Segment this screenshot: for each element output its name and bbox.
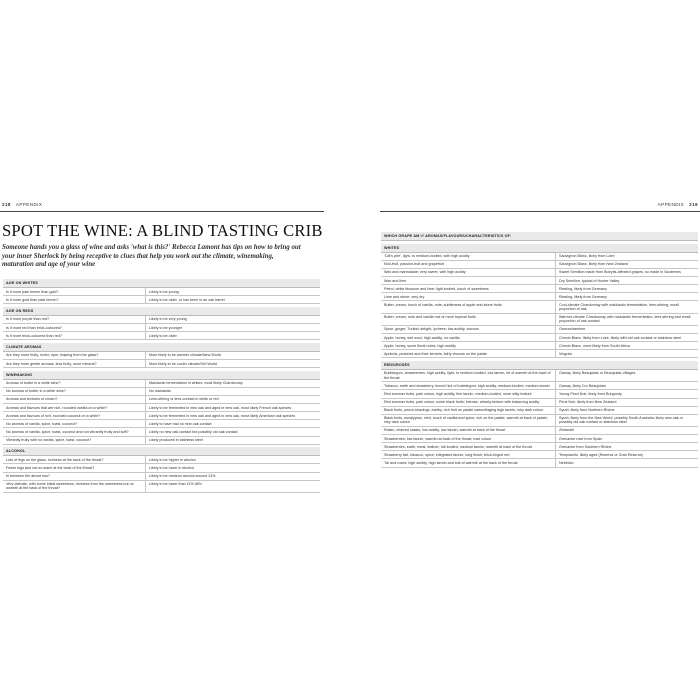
- answer-cell: Malolactic fermentation in whites, most likely Chardonnay: [149, 381, 243, 386]
- question-cell: Red summer fruits; pale colour, some black fruits; intense, velvety texture with balancing acidity: [381, 399, 556, 406]
- question-cell: Kiwi-fruit, passion-fruit and grapefruit: [381, 261, 556, 268]
- answer-cell: Chenin Blanc, likely from Loire, likely with old oak contact or stainless steel: [559, 335, 681, 340]
- answer-cell: No malolactic: [149, 389, 172, 394]
- answer-cell: More likely to be warmer climate/New World: [149, 353, 221, 358]
- table-row: [3, 388, 320, 396]
- table-row: [381, 326, 698, 334]
- table-row: [3, 296, 320, 304]
- table-row: [3, 324, 320, 332]
- question-cell: Tar and roses; high acidity, high tannin and lots of warmth at the back of the throat: [381, 459, 556, 466]
- question-cell: Lots of legs on the glass, richness at the back of the throat?: [3, 456, 146, 463]
- table-row: [3, 428, 320, 436]
- question-cell: Vibrantly fruity with no vanilla, spice, toast, coconut?: [3, 437, 146, 444]
- question-cell: Are they more fruity, richer, riper, leaping from the glass?: [3, 352, 146, 359]
- table-row: [381, 451, 698, 459]
- left-page-number: 218: [2, 202, 11, 207]
- table-row: [3, 352, 320, 360]
- question-cell: Fewer legs and not so warm at the back of the throat?: [3, 464, 146, 471]
- question-cell: Is it more pale lemon than gold?: [3, 288, 146, 295]
- answer-cell: Grenache from Southern Rhône: [559, 444, 612, 449]
- question-cell: Aromas and flavours that are rich, rounded vanilla on a white?: [3, 404, 146, 411]
- table-row: [381, 277, 698, 285]
- answer-cell: Gewurztraminer: [559, 327, 586, 332]
- question-cell: Strawberry tart, tobacco, spice; integrated tannin, long finish; brick-tinged red: [381, 451, 556, 458]
- answer-cell: Grenache rosé from Spain: [559, 436, 603, 441]
- question-cell: Wax and lime: [381, 277, 556, 284]
- answer-cell: Lees-stirring or lees-contact in white or red: [149, 397, 219, 402]
- question-cell: Are they more gentle aromas, less fruity, more mineral?: [3, 360, 146, 367]
- question-cell: Butter, cream, touch of vanilla, nuts; subtleness of apple and stone fruits: [381, 301, 556, 312]
- answer-cell: Likely to be young: [149, 289, 179, 294]
- question-cell: Petrol, white blossom and lime; light-bodied, touch of sweetness: [381, 285, 556, 292]
- answer-cell: Sauvignon Blanc, likely from Loire: [559, 254, 615, 259]
- answer-cell: Zinfandel: [559, 428, 575, 433]
- answer-cell: Tempranillo, likely aged (Reserva or Gran Reserva): [559, 452, 643, 457]
- right-running-header: [658, 202, 698, 207]
- answer-cell: Likely to be fermented in new oak and aged in new oak, most likely French oak species: [149, 405, 292, 410]
- answer-cell: Syrah, likely from the New World, possibly South Australia; likely new oak or possibly old oak contact or stainless steel: [559, 416, 683, 425]
- question-cell: No aromas of vanilla, spice, toast, coconut?: [3, 420, 146, 427]
- answer-cell: Gamay, likely Cru Beaujolais: [559, 383, 606, 388]
- answer-cell: More likely to be cooler climate/Old World: [149, 361, 217, 366]
- question-cell: 'Cat's pee', light- to medium-bodied, with high acidity: [381, 253, 556, 260]
- table-row: [3, 404, 320, 412]
- table-row: [381, 443, 698, 451]
- question-cell: Aromas and textures of cream?: [3, 396, 146, 403]
- answer-cell: Nebbiolo: [559, 460, 574, 465]
- table-row: [381, 342, 698, 350]
- answer-cell: Sweet Sémillon made from Botrytis-affected grapes, so made in Sauternes: [559, 270, 681, 275]
- question-cell: No aromas of vanilla, spice, toast, coconut and not vibrantly fruity and soft?: [3, 428, 146, 435]
- question-cell: Is it more brick-coloured than red?: [3, 332, 146, 339]
- answer-cell: Chenin Blanc, more likely from South Africa: [559, 343, 630, 348]
- grape-identification-table: [381, 232, 698, 468]
- question-cell: Spice, ginger, Turkish delight, lychees; low acidity, viscous: [381, 326, 556, 333]
- question-cell: Is it more purple than red?: [3, 316, 146, 323]
- question-cell: Black fruits, pencil-shavings, earthy; rich fruit on palate camouflaging high tannin; inky dark colour: [381, 407, 556, 414]
- table-row: [3, 437, 320, 445]
- question-cell: Aromas of butter in a white wine?: [3, 380, 146, 387]
- question-cell: Is it more red than brick-coloured?: [3, 324, 146, 331]
- table-row: [381, 390, 698, 398]
- right-page-number: 219: [689, 202, 698, 207]
- answer-cell: Likely no new oak contact but possibly old oak contact: [149, 429, 238, 434]
- table-row: [3, 481, 320, 493]
- question-cell: Raisin, charred cassis; low acidity, low tannin, warmth at back of the throat: [381, 427, 556, 434]
- right-header-rule: [380, 211, 700, 212]
- question-cell: Aromas and flavours of rich, rounded coconut on a white?: [3, 412, 146, 419]
- left-section-label: APPENDIX: [15, 202, 43, 207]
- table-row: [381, 435, 698, 443]
- table-row: [3, 360, 320, 368]
- page-title: SPOT THE WINE: A BLIND TASTING CRIB: [2, 221, 323, 240]
- blind-tasting-table: [3, 279, 320, 493]
- question-cell: Apricots, peaches and their kernels; fairly viscous on the palate: [381, 350, 556, 357]
- answer-cell: Likely to have had no new oak contact: [149, 421, 212, 426]
- section-heading: WINEMAKING: [3, 371, 320, 380]
- section-heading: ALCOHOL: [3, 447, 320, 456]
- question-cell: Red summer fruits; pale colour, high acidity, fine tannin, medium-bodied, more silky texture: [381, 390, 556, 397]
- table-row: [3, 473, 320, 481]
- section-heading: REDS/ROSÉS: [381, 361, 698, 370]
- answer-cell: Likely to be very young: [149, 317, 187, 322]
- right-section-label: APPENDIX: [657, 202, 685, 207]
- answer-cell: Likely to be older: [149, 333, 177, 338]
- table-row: [3, 332, 320, 340]
- question-cell: In between the above two?: [3, 473, 146, 480]
- answer-cell: Syrah, likely from Northern Rhône: [559, 408, 615, 413]
- answer-cell: Pinot Noir, likely from New Zealand: [559, 399, 617, 404]
- table-row: [381, 301, 698, 313]
- question-cell: Strawberries, earth, meat, leather; full-bodied, medium tannin, warmth at back of the throat: [381, 443, 556, 450]
- intro-paragraph: Someone hands you a glass of wine and asks 'what is this?' Rebecca Lamont has tips on how to bring out your inner Sherlock by being receptive to clues that help you work out the climate, winemaking, maturation and age of your wine: [2, 244, 301, 269]
- answer-cell: Riesling, likely from Germany: [559, 286, 607, 291]
- table-row: [381, 459, 698, 467]
- table-row: [3, 464, 320, 472]
- question-cell: Wax and marmalade; very sweet, with high acidity: [381, 269, 556, 276]
- question-cell: Lime and stone; very dry: [381, 293, 556, 300]
- question-cell: Very delicate, with some initial sweetness, richness from the sweetness but no warmth at the back of the throat?: [3, 481, 146, 492]
- answer-cell: Likely to be younger: [149, 325, 183, 330]
- table-row: [3, 380, 320, 388]
- table-row: [381, 407, 698, 415]
- section-heading: AGE ON REDS: [3, 307, 320, 316]
- answer-cell: Viognier: [559, 351, 573, 356]
- table-row: [3, 456, 320, 464]
- table-row: [381, 314, 698, 326]
- table-row: [381, 370, 698, 382]
- section-heading: AGE ON WHITES: [3, 279, 320, 288]
- table-row: [3, 420, 320, 428]
- answer-cell: Likely to be older, or has been in an oak barrel: [149, 297, 225, 302]
- answer-cell: Likely to be medium alcohol around 13%: [149, 473, 216, 478]
- question-cell: Tobacco, earth and strawberry, tinned hint of bubblegum; high acidity, medium-bodied, medium tannin: [381, 382, 556, 389]
- table-row: [381, 261, 698, 269]
- answer-cell: Riesling, likely from Germany: [559, 294, 607, 299]
- section-heading: WHITES: [381, 244, 698, 253]
- answer-cell: Cool-climate Chardonnay with malolactic fermentation, lees-stirring; small proportion of oak: [559, 302, 679, 312]
- answer-cell: Sauvignon Blanc, likely from New Zealand: [559, 262, 629, 267]
- table-row: [381, 269, 698, 277]
- table-row: [381, 399, 698, 407]
- question-cell: Apple, honey, some floral notes; high acidity: [381, 342, 556, 349]
- answer-cell: Young Pinot Noir, likely from Burgundy: [559, 391, 622, 396]
- question-cell: Black fruits, eucalyptus, mint, touch of vanilla and spice; rich on the palate, warmth at back of palate; inky dark colour: [381, 415, 556, 426]
- table-row: [3, 396, 320, 404]
- question-cell: Bubblegum, strawberries; high acidity, light- to medium-bodied, low tannin, bit of warmth at the back of the throat: [381, 370, 556, 381]
- answer-cell: Gamay, likely Beaujolais or Beaujolais-Villages: [559, 371, 636, 376]
- table-row: [381, 382, 698, 390]
- answer-cell: Likely to be fermented in new oak and aged in new oak, most likely American oak species: [149, 413, 296, 418]
- left-running-header: [2, 202, 42, 207]
- section-heading: CLIMATE AROMAS: [3, 343, 320, 352]
- answer-cell: Dry Sémillon, typical of Hunter Valley: [559, 278, 620, 283]
- left-header-rule: [0, 211, 324, 212]
- question-cell: No aromas of butter in a white wine?: [3, 388, 146, 395]
- table-row: [381, 415, 698, 427]
- table-row: [381, 427, 698, 435]
- table-row: [381, 334, 698, 342]
- grape-table-header: WHICH GRAPE AM I? AROMAS/FLAVOURS/CHARACTERISTICS OF:: [381, 232, 698, 241]
- question-cell: Butter, cream, nuts and vanilla mix of more tropical fruits: [381, 314, 556, 325]
- question-cell: Is it more gold than pale lemon?: [3, 296, 146, 303]
- table-row: [381, 285, 698, 293]
- table-row: [3, 316, 320, 324]
- answer-cell: Likely to be lower than 11% ABV: [149, 482, 203, 487]
- answer-cell: Likely to be lower in alcohol: [149, 465, 195, 470]
- question-cell: Strawberries; low tannin, warmth at back of the throat; rosé colour: [381, 435, 556, 442]
- question-cell: Apple, honey, wet wool; high acidity, no vanilla: [381, 334, 556, 341]
- table-row: [381, 293, 698, 301]
- answer-cell: Warmer-climate Chardonnay with malolactic fermentation, lees-stirring and small proportion of oak contact: [559, 315, 691, 324]
- table-row: [3, 288, 320, 296]
- table-row: [381, 253, 698, 261]
- table-row: [3, 412, 320, 420]
- answer-cell: Likely to be higher in alcohol: [149, 457, 196, 462]
- answer-cell: Likely produced in stainless steel: [149, 437, 203, 442]
- table-row: [381, 350, 698, 358]
